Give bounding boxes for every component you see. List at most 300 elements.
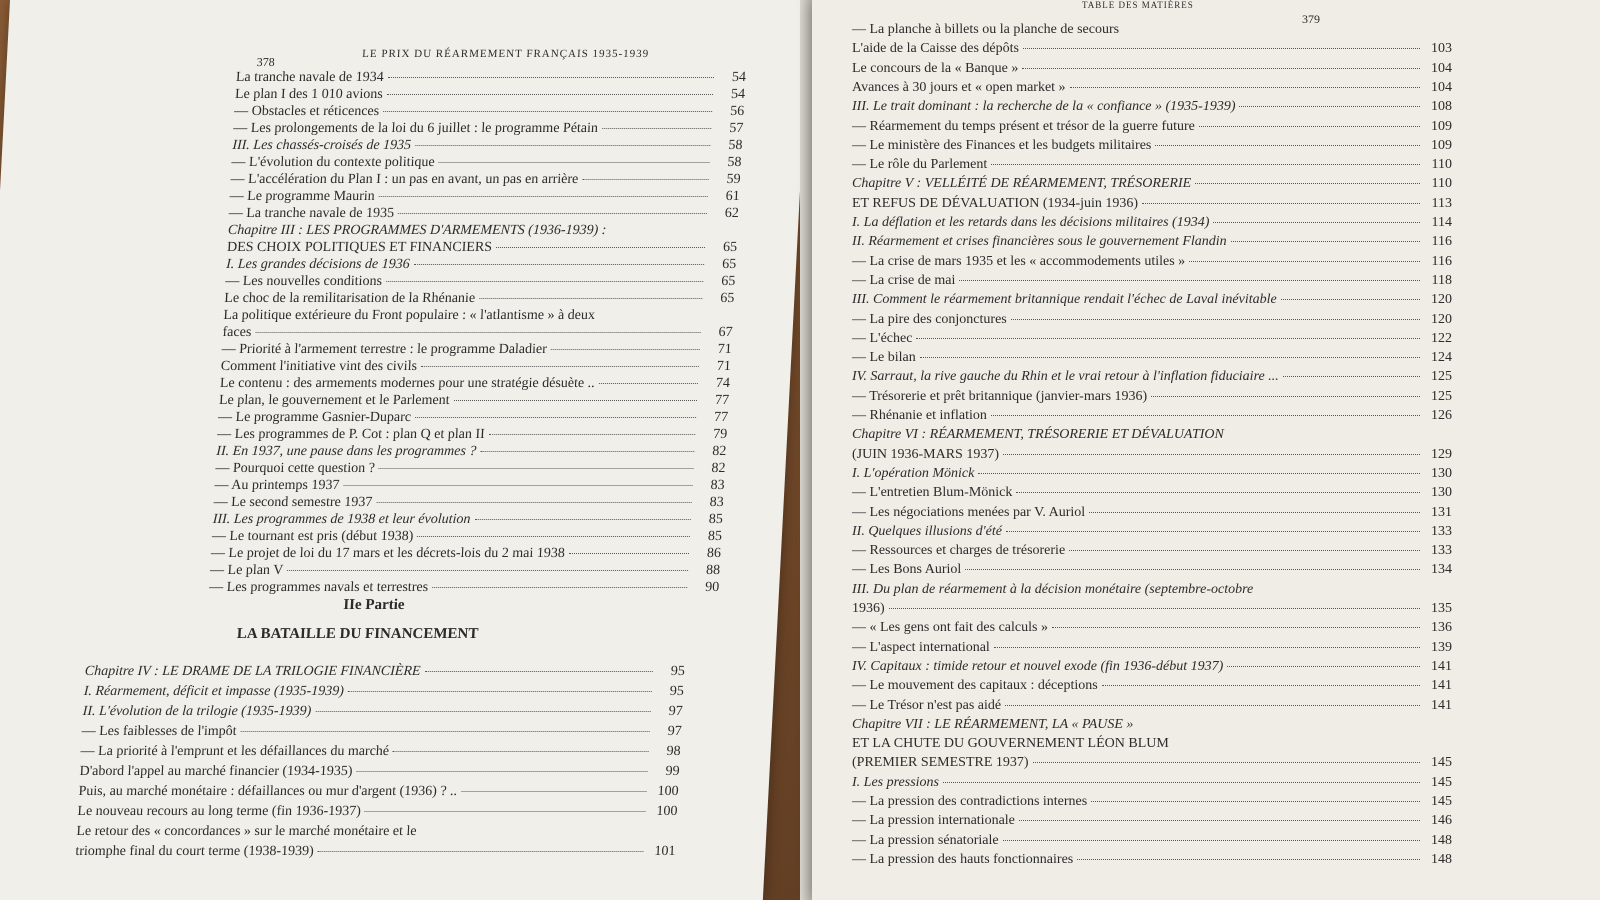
toc-entry-page: 122 xyxy=(1431,330,1452,346)
dot-leader xyxy=(379,196,708,197)
toc-entry xyxy=(852,640,1452,656)
toc-entry-title: — Les programmes navals et terrestres xyxy=(208,580,429,595)
toc-entry-title: III. Le trait dominant : la recherche de la « confiance » (1935-1939) xyxy=(852,99,1236,115)
toc-entry xyxy=(227,223,738,239)
dot-leader xyxy=(1003,454,1420,455)
dot-leader xyxy=(479,298,702,299)
dot-leader xyxy=(994,647,1420,648)
toc-entry-title: La politique extérieure du Front populaire : « l'atlantisme » à deux xyxy=(223,308,596,323)
toc-entry xyxy=(852,505,1452,521)
toc-entry xyxy=(852,138,1452,154)
toc-entry-page: 54 xyxy=(730,87,746,102)
toc-entry-page: 134 xyxy=(1431,562,1452,578)
dot-leader xyxy=(1231,241,1420,242)
toc-entry-title: — Rhénanie et inflation xyxy=(852,408,987,423)
toc-entry-page: 65 xyxy=(720,274,736,289)
toc-entry-page: 129 xyxy=(1431,446,1452,462)
dot-leader xyxy=(1022,68,1420,69)
toc-entry-page: 120 xyxy=(1431,292,1452,308)
dot-leader xyxy=(1011,319,1420,320)
toc-entry xyxy=(214,478,725,494)
dot-leader xyxy=(474,519,690,520)
toc-entry-page: 62 xyxy=(724,206,740,221)
toc-entry-page: 59 xyxy=(726,172,741,187)
dot-leader xyxy=(1213,222,1420,223)
dot-leader xyxy=(582,179,708,180)
right-page xyxy=(812,0,1600,900)
toc-entry-title: — Le bilan xyxy=(852,350,916,366)
toc-entry-title: La tranche navale de 1934 xyxy=(235,70,385,85)
dot-leader xyxy=(387,94,713,95)
toc-entry xyxy=(852,61,1452,77)
toc-entry xyxy=(852,775,1452,791)
toc-entry xyxy=(852,794,1452,810)
toc-entry-title: — La pression des contradictions internes xyxy=(852,794,1088,809)
toc-entry-page: 97 xyxy=(667,724,683,739)
toc-entry-title: I. La déflation et les retards dans les décisions militaires (1934) xyxy=(852,215,1210,230)
toc-entry xyxy=(222,325,733,341)
toc-entry-title: Le nouveau recours au long terme (fin 1936-1937) xyxy=(77,804,362,819)
dot-leader xyxy=(959,280,1420,281)
toc-entry-title: — La pire des conjonctures xyxy=(852,311,1007,327)
toc-entry-page: 58 xyxy=(727,155,742,170)
dot-leader xyxy=(991,164,1420,165)
toc-entry xyxy=(215,461,726,477)
toc-entry-title: — La priorité à l'emprunt et les défaillances du marché xyxy=(80,744,390,759)
toc-entry-page: 82 xyxy=(711,444,727,459)
dot-leader xyxy=(1102,685,1420,686)
toc-entry-page: 145 xyxy=(1431,774,1452,790)
toc-entry-page: 141 xyxy=(1431,678,1452,694)
toc-entry-title: I. Les pressions xyxy=(852,774,939,790)
toc-entry xyxy=(852,582,1452,598)
toc-entry-page: 99 xyxy=(665,764,680,779)
toc-entry xyxy=(852,466,1452,482)
toc-entry-page: 83 xyxy=(709,495,725,510)
toc-entry-title: L'aide de la Caisse des dépôts xyxy=(852,41,1019,57)
dot-leader xyxy=(1016,492,1420,493)
toc-entry-title: Chapitre VI : RÉARMEMENT, TRÉSORERIE ET DÉVALUATION xyxy=(852,427,1224,443)
toc-entry xyxy=(235,87,746,103)
toc-entry-title: — Le Trésor n'est pas aidé xyxy=(852,697,1002,713)
toc-entry-title: — La pression sénatoriale xyxy=(852,832,999,848)
toc-entry-page: 97 xyxy=(668,704,684,719)
dot-leader xyxy=(1281,299,1420,300)
toc-entry-title: — Le ministère des Finances et les budgets militaires xyxy=(852,137,1152,153)
dot-leader xyxy=(920,357,1420,358)
toc-entry xyxy=(81,724,682,740)
toc-entry xyxy=(230,172,741,188)
toc-entry-title: Chapitre III : LES PROGRAMMES D'ARMEMENTS (1936-1939) : xyxy=(227,223,607,238)
toc-entry xyxy=(852,755,1452,771)
toc-entry-title: (JUIN 1936-MARS 1937) xyxy=(852,446,999,462)
toc-entry-title: Le choc de la remilitarisation de la Rhénanie xyxy=(223,291,476,306)
dot-leader xyxy=(415,417,696,418)
toc-entry-title: — « Les gens ont fait des calculs » xyxy=(852,620,1048,636)
toc-entry xyxy=(852,389,1452,405)
toc-entry-title: (PREMIER SEMESTRE 1937) xyxy=(852,755,1029,771)
dot-leader xyxy=(348,691,652,692)
toc-entry-title: — Le programme Gasnier-Duparc xyxy=(217,410,412,425)
toc-entry-page: 85 xyxy=(707,529,723,544)
dot-leader xyxy=(439,162,710,163)
toc-entry-page: 82 xyxy=(711,461,726,476)
dot-leader xyxy=(379,468,694,469)
toc-entry xyxy=(231,155,742,171)
toc-entry-page: 125 xyxy=(1431,369,1452,385)
toc-entry xyxy=(221,342,732,358)
toc-entry-title: I. L'opération Mönick xyxy=(852,465,975,481)
toc-entry-title: III. Du plan de réarmement à la décision monétaire (septembre-octobre xyxy=(852,581,1254,597)
dot-leader xyxy=(461,791,646,792)
toc-entry-title: triomphe final du court terme (1938-1939) xyxy=(74,844,315,859)
toc-entry-page: 88 xyxy=(705,563,721,578)
dot-leader xyxy=(1189,261,1420,262)
dot-leader xyxy=(1283,376,1420,377)
toc-entry-page: 126 xyxy=(1431,408,1452,423)
toc-entry xyxy=(234,104,745,120)
dot-leader xyxy=(599,383,698,384)
toc-entry xyxy=(77,804,678,820)
toc-entry-page: 148 xyxy=(1431,851,1452,867)
toc-entry-page: 86 xyxy=(706,546,722,561)
toc-entry xyxy=(852,176,1452,192)
toc-entry xyxy=(852,427,1452,443)
toc-entry-title: II. En 1937, une pause dans les programmes ? xyxy=(215,444,477,459)
toc-entry xyxy=(229,189,740,205)
left-page-number: 378 xyxy=(256,55,276,69)
toc-entry xyxy=(216,444,727,460)
toc-entry-page: 109 xyxy=(1431,137,1452,153)
toc-entry-page: 98 xyxy=(666,744,682,759)
toc-entry-title: — Les prolongements de la loi du 6 juillet : le programme Pétain xyxy=(232,121,599,136)
dot-leader xyxy=(991,415,1420,416)
toc-entry-title: Avances à 30 jours et « open market » xyxy=(852,79,1066,95)
toc-entry-title: — Le programme Maurin xyxy=(229,189,376,204)
dot-leader xyxy=(356,771,647,772)
toc-entry-page: 133 xyxy=(1431,523,1452,539)
toc-entry-title: — Les négociations menées par V. Auriol xyxy=(852,504,1086,520)
toc-entry-page: 135 xyxy=(1431,601,1452,616)
toc-entry xyxy=(211,546,722,562)
toc-entry-title: — Obstacles et réticences xyxy=(233,104,380,119)
toc-entry xyxy=(232,138,743,154)
toc-entry-page: 104 xyxy=(1431,60,1452,76)
toc-entry-title: — Les programmes de P. Cot : plan Q et plan II xyxy=(216,427,486,442)
toc-entry-title: — L'aspect international xyxy=(852,639,990,655)
toc-entry-title: — Priorité à l'armement terrestre : le programme Daladier xyxy=(221,342,548,357)
toc-entry-page: 110 xyxy=(1431,176,1452,192)
toc-entry-title: II. Quelques illusions d'été xyxy=(852,523,1002,539)
toc-entry-page: 130 xyxy=(1431,485,1452,501)
toc-entry-title: II. Réarmement et crises financières sous le gouvernement Flandin xyxy=(852,234,1227,250)
toc-entry-title: IV. Capitaux : timide retour et nouvel exode (fin 1936-début 1937) xyxy=(852,658,1224,674)
toc-entry-page: 100 xyxy=(656,804,678,819)
toc-entry-title: Le plan I des 1 010 avions xyxy=(234,87,384,102)
part-subtitle: LA BATAILLE DU FINANCEMENT xyxy=(236,626,479,642)
toc-entry-page: 118 xyxy=(1431,272,1452,288)
toc-entry-page: 83 xyxy=(710,478,725,493)
toc-entry-page: 124 xyxy=(1431,350,1452,366)
dot-leader xyxy=(365,811,646,812)
dot-leader xyxy=(1155,145,1420,146)
toc-entry-page: 145 xyxy=(1431,755,1452,771)
toc-entry-title: Puis, au marché monétaire : défaillances ou mur d'argent (1936) ? .. xyxy=(78,784,458,799)
toc-entry-title: Le contenu : des armements modernes pour une stratégie désuète .. xyxy=(219,376,596,391)
dot-leader xyxy=(496,247,705,248)
toc-entry-page: 65 xyxy=(721,257,737,272)
toc-entry xyxy=(852,698,1452,714)
toc-entry-title: — Le projet de loi du 17 mars et les décrets-lois du 2 mai 1938 xyxy=(210,546,566,561)
toc-entry xyxy=(79,764,680,780)
toc-entry xyxy=(852,80,1452,96)
toc-entry-page: 133 xyxy=(1431,543,1452,559)
dot-leader xyxy=(376,502,691,503)
toc-entry-page: 104 xyxy=(1431,79,1452,95)
toc-entry-title: — Les nouvelles conditions xyxy=(224,274,383,289)
toc-entry-title: III. Comment le réarmement britannique rendait l'échec de Laval inévitable xyxy=(852,292,1277,308)
toc-entry-title: Le retour des « concordances » sur le marché monétaire et le xyxy=(76,824,417,839)
dot-leader xyxy=(1003,840,1420,841)
toc-entry-page: 95 xyxy=(670,664,686,679)
toc-entry-title: Chapitre V : VELLÉITÉ DE RÉARMEMENT, TRÉSORERIE xyxy=(852,176,1192,192)
toc-entry-title: — L'entretien Blum-Mönick xyxy=(852,485,1013,501)
toc-entry-page: 71 xyxy=(716,359,732,374)
toc-entry-title: — La tranche navale de 1935 xyxy=(228,206,395,221)
toc-entry-page: 109 xyxy=(1431,118,1452,134)
toc-entry xyxy=(852,312,1452,328)
toc-entry xyxy=(852,717,1452,733)
toc-entry xyxy=(227,240,738,256)
toc-entry xyxy=(82,704,683,720)
toc-entry xyxy=(852,736,1452,752)
toc-entry-title: faces xyxy=(222,325,252,340)
left-page-header: LE PRIX DU RÉARMEMENT FRANÇAIS 1935-1939 xyxy=(361,48,650,60)
toc-entry-page: 116 xyxy=(1431,234,1452,250)
toc-entry xyxy=(852,485,1452,501)
toc-entry-title: — Les Bons Auriol xyxy=(852,562,962,578)
dot-leader xyxy=(1005,705,1420,706)
dot-leader xyxy=(425,671,653,672)
toc-entry-title: — Le tournant est pris (début 1938) xyxy=(211,529,414,544)
toc-entry xyxy=(852,273,1452,289)
toc-entry xyxy=(226,257,737,273)
toc-entry xyxy=(225,274,736,290)
toc-entry xyxy=(852,524,1452,540)
toc-entry-page: 120 xyxy=(1431,311,1452,327)
toc-entry-title: — Le rôle du Parlement xyxy=(852,157,988,173)
toc-entry-page: 77 xyxy=(713,410,729,425)
dot-leader xyxy=(1033,762,1420,763)
toc-entry xyxy=(217,427,728,443)
toc-entry xyxy=(852,350,1452,366)
toc-entry xyxy=(852,620,1452,636)
toc-entry xyxy=(83,684,684,700)
right-page-header: TABLE DES MATIÈRES xyxy=(1082,0,1194,10)
dot-leader xyxy=(386,281,703,282)
toc-entry-page: 71 xyxy=(717,342,733,357)
toc-entry-page: 141 xyxy=(1431,697,1452,713)
dot-leader xyxy=(1052,627,1420,628)
dot-leader xyxy=(889,608,1420,609)
toc-entry xyxy=(235,70,746,86)
toc-entry-title: II. L'évolution de la trilogie (1935-1939) xyxy=(82,704,312,719)
dot-leader xyxy=(287,570,688,571)
dot-leader xyxy=(1069,550,1420,551)
toc-entry-page: 61 xyxy=(725,189,741,204)
toc-entry xyxy=(223,308,734,324)
toc-entry-page: 113 xyxy=(1431,195,1452,211)
toc-entry xyxy=(852,99,1452,115)
toc-entry-page: 136 xyxy=(1431,620,1452,636)
toc-entry-title: I. Réarmement, déficit et impasse (1935-1939) xyxy=(83,684,345,699)
toc-entry xyxy=(218,410,729,426)
toc-entry-title: — L'évolution du contexte politique xyxy=(231,155,436,170)
dot-leader xyxy=(1077,859,1420,860)
toc-entry-page: 108 xyxy=(1431,99,1452,115)
toc-entry xyxy=(852,41,1452,57)
dot-leader xyxy=(1089,512,1420,513)
toc-entry-title: — Le plan V xyxy=(209,563,284,578)
toc-entry xyxy=(852,678,1452,694)
toc-entry-title: — La pression internationale xyxy=(852,813,1015,829)
toc-entry-page: 85 xyxy=(708,512,724,527)
toc-entry xyxy=(233,121,744,137)
part-title: IIe Partie xyxy=(342,597,405,613)
toc-entry-page: 90 xyxy=(704,580,720,595)
dot-leader xyxy=(417,536,690,537)
dot-leader xyxy=(1023,48,1420,49)
toc-entry-page: 101 xyxy=(653,844,676,859)
toc-entry-page: 58 xyxy=(727,138,743,153)
dot-leader xyxy=(1091,801,1420,802)
right-page-number: 379 xyxy=(1302,12,1320,26)
toc-entry xyxy=(219,393,730,409)
toc-entry-page: 114 xyxy=(1431,215,1452,230)
dot-leader xyxy=(1142,203,1420,204)
dot-leader xyxy=(383,111,712,112)
dot-leader xyxy=(241,731,650,732)
toc-entry xyxy=(852,447,1452,463)
toc-entry xyxy=(852,601,1452,617)
toc-entry-title: — L'accélération du Plan I : un pas en avant, un pas en arrière xyxy=(230,172,579,187)
dot-leader xyxy=(454,400,698,401)
toc-entry xyxy=(852,331,1452,347)
toc-entry-title: I. Les grandes décisions de 1936 xyxy=(225,257,411,272)
dot-leader xyxy=(1239,106,1420,107)
toc-entry-title: — Réarmement du temps présent et trésor de la guerre future xyxy=(852,118,1195,134)
toc-entry xyxy=(211,529,722,545)
toc-entry-title: ET REFUS DE DÉVALUATION (1934-juin 1936) xyxy=(852,195,1139,211)
toc-entry-title: — Le mouvement des capitaux : déceptions xyxy=(852,678,1098,694)
toc-entry-page: 77 xyxy=(714,393,730,408)
toc-entry-title: Chapitre IV : LE DRAME DE LA TRILOGIE FINANCIÈRE xyxy=(84,664,421,679)
toc-entry xyxy=(852,813,1452,829)
dot-leader xyxy=(1227,666,1420,667)
dot-leader xyxy=(1019,820,1420,821)
toc-entry-page: 145 xyxy=(1431,794,1452,809)
toc-entry xyxy=(852,852,1452,868)
toc-entry xyxy=(852,562,1452,578)
toc-entry xyxy=(852,157,1452,173)
dot-leader xyxy=(480,451,694,452)
toc-entry-page: 79 xyxy=(712,427,728,442)
toc-entry xyxy=(209,580,720,596)
toc-entry-page: 57 xyxy=(728,121,744,136)
dot-leader xyxy=(943,782,1420,783)
toc-entry-title: III. Les programmes de 1938 et leur évolution xyxy=(212,512,471,527)
dot-leader xyxy=(1070,87,1420,88)
toc-entry-title: — La pression des hauts fonctionnaires xyxy=(852,851,1074,867)
toc-entry-title: — Au printemps 1937 xyxy=(214,478,340,493)
toc-entry xyxy=(76,824,677,840)
dot-leader xyxy=(978,473,1420,474)
toc-entry-page: 65 xyxy=(719,291,735,306)
toc-entry-page: 110 xyxy=(1431,157,1452,173)
dot-leader xyxy=(602,128,711,129)
toc-entry xyxy=(228,206,739,222)
toc-entry xyxy=(212,512,723,528)
toc-entry-page: 148 xyxy=(1431,832,1452,848)
toc-entry-title: — La planche à billets ou la planche de secours xyxy=(852,22,1120,37)
toc-entry xyxy=(852,543,1452,559)
dot-leader xyxy=(315,711,651,712)
toc-entry xyxy=(852,119,1452,135)
toc-entry xyxy=(220,359,731,375)
dot-leader xyxy=(432,587,687,588)
toc-entry-page: 74 xyxy=(715,376,731,391)
dot-leader xyxy=(398,213,707,214)
toc-entry-page: 141 xyxy=(1431,658,1452,674)
dot-leader xyxy=(414,264,705,265)
toc-entry-page: 95 xyxy=(669,684,685,699)
toc-entry-title: — Pourquoi cette question ? xyxy=(215,461,376,476)
toc-entry-page: 131 xyxy=(1431,504,1452,520)
toc-entry-page: 139 xyxy=(1431,639,1452,655)
toc-entry-title: D'abord l'appel au marché financier (1934-1935) xyxy=(79,764,353,779)
toc-entry-page: 100 xyxy=(657,784,679,799)
toc-entry xyxy=(852,833,1452,849)
dot-leader xyxy=(421,366,699,367)
toc-entry xyxy=(852,196,1452,212)
toc-entry-page: 125 xyxy=(1431,388,1452,404)
dot-leader xyxy=(1195,183,1420,184)
toc-entry-title: — Le second semestre 1937 xyxy=(213,495,373,510)
toc-entry xyxy=(224,291,735,307)
toc-entry-title: ET LA CHUTE DU GOUVERNEMENT LÉON BLUM xyxy=(852,736,1169,752)
toc-entry-title: — Ressources et charges de trésorerie xyxy=(852,543,1066,559)
toc-entry-page: 130 xyxy=(1431,465,1452,481)
toc-entry xyxy=(852,292,1452,308)
toc-entry-title: III. Les chassés-croisés de 1935 xyxy=(231,138,412,153)
dot-leader xyxy=(415,145,710,146)
toc-entry-title: 1936) xyxy=(852,601,885,616)
dot-leader xyxy=(916,338,1420,339)
toc-entry xyxy=(852,234,1452,250)
toc-entry-title: DES CHOIX POLITIQUES ET FINANCIERS xyxy=(226,240,493,255)
dot-leader xyxy=(1151,396,1420,397)
toc-entry-title: — La crise de mai xyxy=(852,272,956,288)
dot-leader xyxy=(318,851,644,852)
toc-entry-title: — Trésorerie et prêt britannique (janvier-mars 1936) xyxy=(852,388,1148,404)
toc-entry-page: 116 xyxy=(1431,253,1452,269)
toc-entry xyxy=(852,215,1452,231)
toc-entry xyxy=(852,408,1452,424)
toc-entry xyxy=(210,563,721,579)
dot-leader xyxy=(388,77,714,78)
toc-entry xyxy=(78,784,679,800)
toc-entry xyxy=(75,844,676,860)
